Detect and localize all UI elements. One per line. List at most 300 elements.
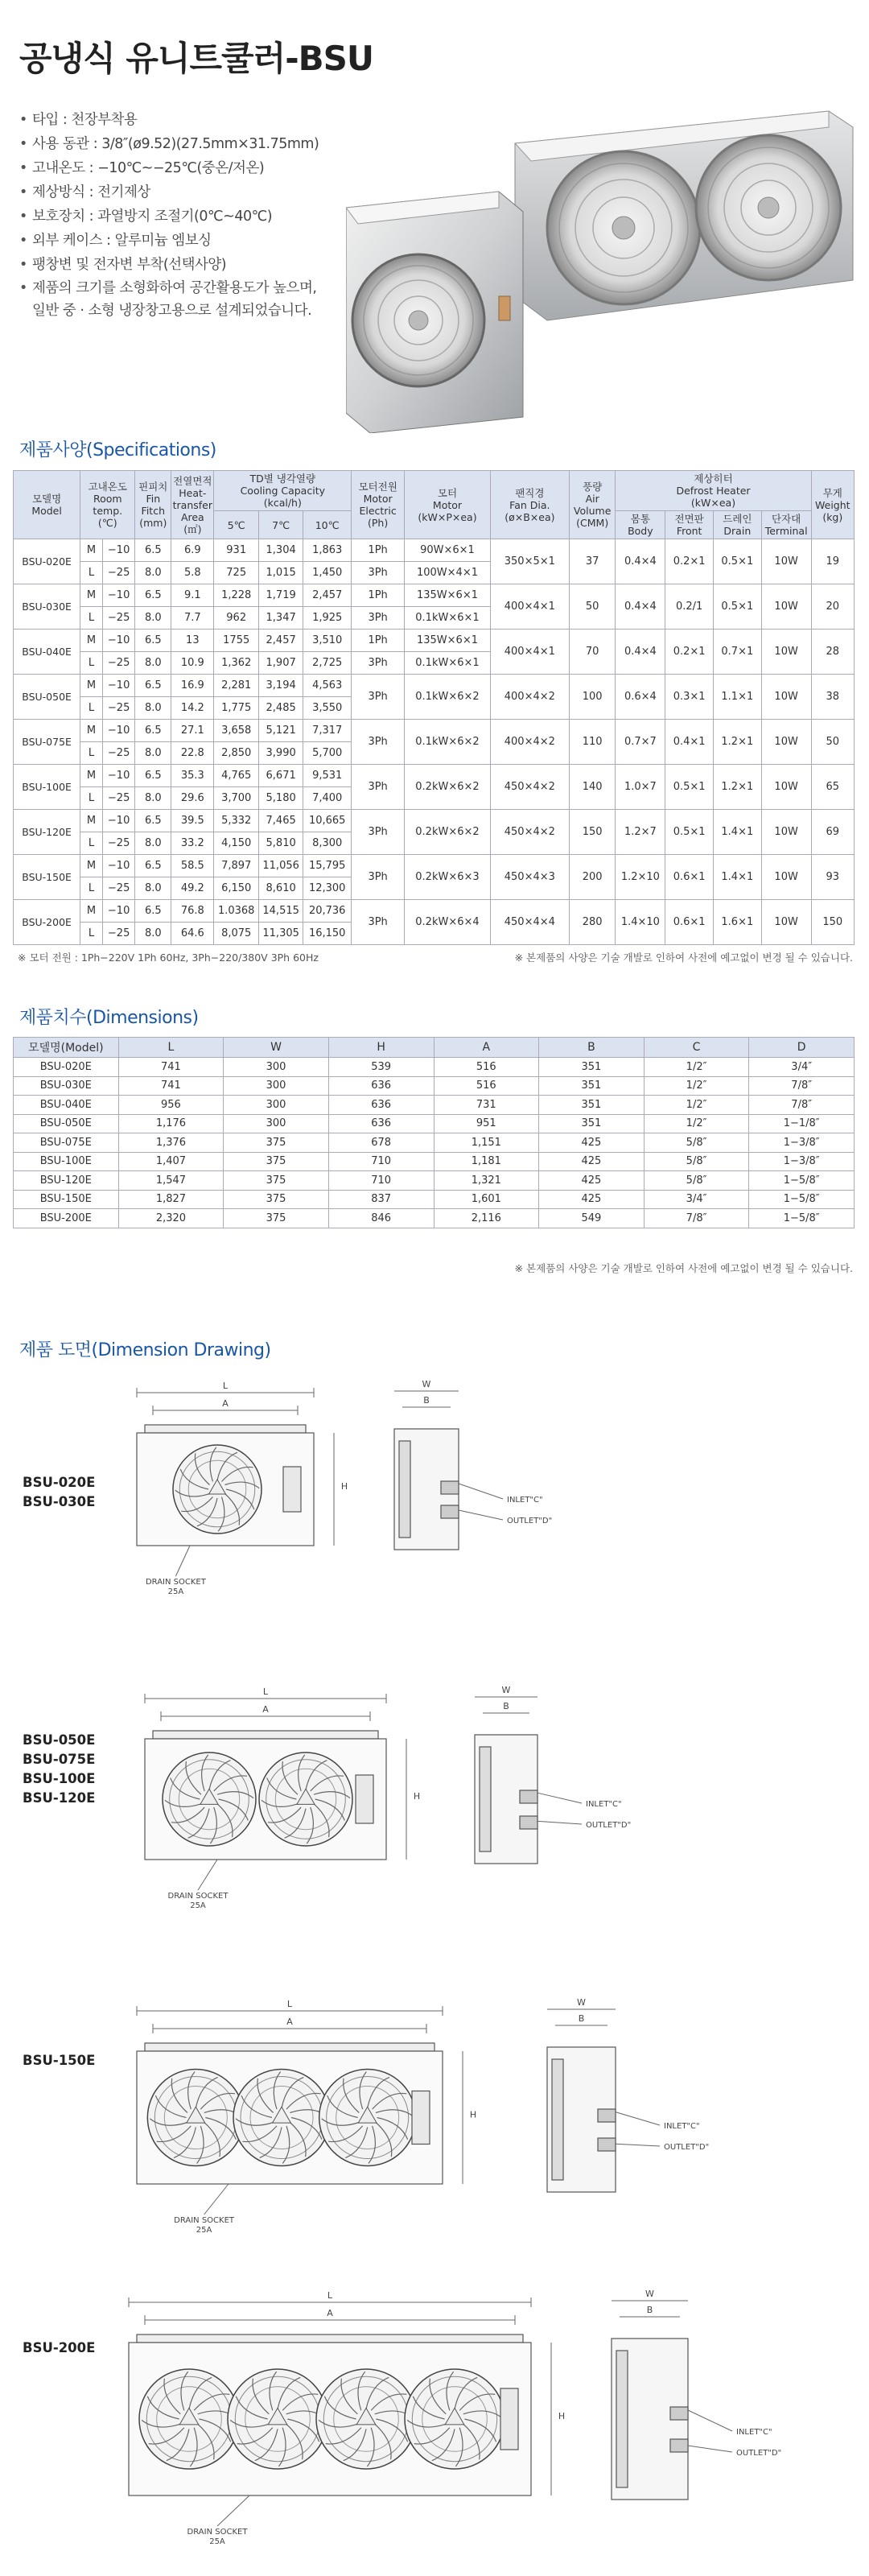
- dim-cell-model: BSU-200E: [14, 1209, 119, 1228]
- spec-cell-model: BSU-200E: [14, 900, 80, 945]
- fan-hub-icon: [179, 2408, 199, 2424]
- fan-hub-icon: [445, 2408, 464, 2424]
- spec-cell-model: BSU-075E: [14, 720, 80, 765]
- spec-cell-motor: 135W×6×1: [405, 584, 491, 607]
- dim-cell-model: BSU-030E: [14, 1076, 119, 1096]
- fan-blade: [344, 2079, 360, 2113]
- dim-header-model: 모델명(Model): [14, 1038, 119, 1058]
- fan-blade: [376, 2419, 407, 2442]
- spec-cell-area: 22.8: [171, 742, 214, 765]
- fan-ring: [245, 2387, 311, 2452]
- fan-blade: [376, 2123, 392, 2157]
- pipe-inlet: [598, 2109, 616, 2122]
- dim-cell-w: 375: [224, 1133, 329, 1153]
- feature-item: • 외부 케이스 : 알루미늄 엠보싱: [19, 229, 365, 253]
- spec-cell-fan: 450×4×4: [490, 900, 569, 945]
- spec-cell-weight: 150: [811, 900, 854, 945]
- dim-cell-a: 516: [434, 1076, 539, 1096]
- fan-blade: [268, 1807, 301, 1823]
- fan-blade: [326, 2428, 361, 2444]
- dim-cell-b: 351: [539, 1058, 645, 1077]
- spec-cell-terminal: 10W: [761, 584, 811, 630]
- fan-guard-icon: [319, 2070, 416, 2166]
- spec-cell-weight: 50: [811, 720, 854, 765]
- spec-cell-ph: 1Ph: [352, 584, 405, 607]
- spec-cell-area: 13: [171, 630, 214, 652]
- spec-cell-c5: 3,658: [214, 720, 258, 742]
- spec-cell-c7: 1,015: [258, 562, 303, 584]
- spec-cell-drain: 0.5×1: [713, 539, 761, 584]
- spec-cell-grade: M: [80, 630, 103, 652]
- spec-cell-temp: −10: [102, 675, 135, 697]
- spec-cell-c7: 14,515: [258, 900, 303, 923]
- fan-blade: [196, 2077, 217, 2107]
- dimension-label-b: B: [423, 1395, 430, 1406]
- spec-cell-ph: 3Ph: [352, 562, 405, 584]
- fan-blade: [344, 2429, 366, 2460]
- dim-cell-l: 1,547: [118, 1171, 224, 1191]
- dim-cell-l: 741: [118, 1076, 224, 1096]
- fan-blade: [327, 2095, 358, 2117]
- spec-cell-model: BSU-020E: [14, 539, 80, 584]
- spec-cell-air: 50: [569, 584, 616, 630]
- dim-cell-b: 351: [539, 1076, 645, 1096]
- fan-guard-icon: [163, 1752, 256, 1846]
- outlet-leader: [688, 2446, 732, 2452]
- fan-blade: [366, 2377, 389, 2409]
- spec-cell-motor: 100W×4×1: [405, 562, 491, 584]
- fan-blade: [286, 2093, 321, 2109]
- terminal-box: [500, 2388, 518, 2450]
- spec-cell-air: 100: [569, 675, 616, 720]
- side-coil: [552, 2059, 563, 2180]
- dim-row: [14, 1133, 855, 1153]
- dim-header-b: B: [539, 1038, 645, 1058]
- spec-cell-model: BSU-030E: [14, 584, 80, 630]
- dim-cell-h: 710: [328, 1152, 434, 1171]
- feature-list: [19, 108, 365, 322]
- fan-ring: [170, 1760, 249, 1839]
- spec-cell-terminal: 10W: [761, 765, 811, 810]
- header-td5: 5℃: [214, 511, 258, 539]
- drawing-1-models: [23, 1473, 95, 1512]
- spec-cell-motor: 0.1kW×6×1: [405, 652, 491, 675]
- drawing-model-label: BSU-120E: [23, 1790, 96, 1806]
- header-model: 모델명 Model: [14, 471, 80, 539]
- dim-row: [14, 1152, 855, 1171]
- drain-socket-label: DRAIN SOCKET: [167, 1892, 229, 1901]
- spec-cell-c10: 10,665: [303, 810, 352, 832]
- dim-cell-d: 7/8″: [749, 1096, 855, 1115]
- dim-cell-model: BSU-120E: [14, 1171, 119, 1191]
- spec-cell-temp: −25: [102, 607, 135, 630]
- spec-cell-ph: 3Ph: [352, 855, 405, 900]
- spec-cell-grade: M: [80, 675, 103, 697]
- spec-cell-weight: 38: [811, 675, 854, 720]
- spec-cell-area: 16.9: [171, 675, 214, 697]
- drawing-model-label: BSU-030E: [23, 1494, 96, 1509]
- spec-cell-fan: 400×4×2: [490, 675, 569, 720]
- dimension-label-l: L: [222, 1381, 229, 1391]
- spec-cell-body: 0.4×4: [616, 584, 665, 630]
- spec-cell-area: 9.1: [171, 584, 214, 607]
- spec-cell-grade: L: [80, 923, 103, 945]
- spec-cell-fan: 450×4×2: [490, 810, 569, 855]
- fan-blade: [447, 2372, 454, 2410]
- terminal-box: [356, 1775, 373, 1823]
- spec-cell-area: 35.3: [171, 765, 214, 787]
- fan-blade: [188, 2072, 195, 2110]
- drain-socket-label: DRAIN SOCKET: [145, 1578, 206, 1587]
- spec-cell-front: 0.4×1: [665, 720, 714, 765]
- spec-cell-c10: 12,300: [303, 877, 352, 900]
- fan-blade: [226, 1489, 254, 1509]
- fan-guard-icon: [233, 2070, 330, 2166]
- fan-hub-icon: [268, 2408, 287, 2424]
- spec-cell-fin: 6.5: [135, 855, 171, 877]
- inlet-label: INLET"C": [586, 1800, 622, 1809]
- dim-cell-d: 1−1/8″: [749, 1114, 855, 1133]
- fan-blade: [407, 2420, 446, 2427]
- dimension-label-w: W: [645, 2289, 654, 2299]
- header-front: 전면판 Front: [665, 511, 714, 539]
- dim-header-w: W: [224, 1038, 329, 1058]
- drawing-3-models: [23, 2051, 95, 2070]
- dim-header-a: A: [434, 1038, 539, 1058]
- spec-cell-grade: L: [80, 697, 103, 720]
- spec-cell-ph: 3Ph: [352, 900, 405, 945]
- dimension-label-a: A: [286, 2017, 293, 2027]
- fan-blade: [358, 2372, 365, 2410]
- fan-blade: [314, 1792, 350, 1798]
- spec-cell-c5: 1,362: [214, 652, 258, 675]
- spec-cell-c7: 1,304: [258, 539, 303, 562]
- header-body: 몸통 Body: [616, 511, 665, 539]
- dim-row: [14, 1058, 855, 1077]
- fan-blade: [287, 2419, 319, 2442]
- fan-blade: [218, 1497, 224, 1532]
- fan-blade: [188, 1809, 209, 1839]
- fan-blade: [171, 1778, 200, 1799]
- spec-cell-c5: 725: [214, 562, 258, 584]
- spec-cell-c10: 3,550: [303, 697, 352, 720]
- feature-item: • 팽창변 및 전자변 부착(선택사양): [19, 253, 365, 277]
- terminal-box: [412, 2091, 430, 2145]
- fan-ring: [179, 1451, 255, 1527]
- spec-cell-area: 49.2: [171, 877, 214, 900]
- spec-cell-body: 1.2×7: [616, 810, 665, 855]
- spec-cell-grade: L: [80, 652, 103, 675]
- fan-blade: [150, 2119, 187, 2125]
- fan-blade: [194, 2394, 229, 2410]
- dim-cell-l: 1,827: [118, 1190, 224, 1209]
- spec-cell-grade: M: [80, 810, 103, 832]
- spec-cell-c5: 931: [214, 539, 258, 562]
- side-coil: [399, 1441, 410, 1538]
- dim-cell-a: 2,116: [434, 1209, 539, 1228]
- fan-blade: [214, 1776, 247, 1791]
- header-td10: 10℃: [303, 511, 352, 539]
- fan-ring: [235, 2376, 319, 2461]
- spec-cell-model: BSU-050E: [14, 675, 80, 720]
- dim-cell-d: 7/8″: [749, 1076, 855, 1096]
- dim-cell-b: 425: [539, 1133, 645, 1153]
- spec-note-power: ※ 모터 전원 : 1Ph−220V 1Ph 60Hz, 3Ph−220/380V 3Ph 60Hz: [18, 952, 319, 964]
- spec-cell-fin: 6.5: [135, 584, 171, 607]
- feature-note-line-2: 일반 중 · 소형 냉장창고용으로 설계되었습니다.: [32, 303, 312, 319]
- dim-section-title: 제품치수(Dimensions): [19, 1008, 199, 1028]
- spec-cell-area: 14.2: [171, 697, 214, 720]
- header-motor: 모터 Motor (kW×P×ea): [405, 471, 491, 539]
- spec-cell-c7: 11,305: [258, 923, 303, 945]
- inlet-leader: [616, 2112, 660, 2125]
- fan-blade: [463, 2411, 502, 2418]
- fan-blade: [274, 2072, 280, 2110]
- rear-unit: [515, 111, 853, 320]
- spec-cell-motor: 0.2kW×6×4: [405, 900, 491, 945]
- fan-blade: [463, 2424, 480, 2459]
- drawing-model-label: BSU-200E: [23, 2340, 96, 2355]
- dim-cell-c: 5/8″: [644, 1171, 749, 1191]
- fan-ring: [323, 2376, 408, 2461]
- feature-item: • 타입 : 천장부착용: [19, 108, 365, 132]
- drain-socket-size: 25A: [209, 2537, 225, 2546]
- fan-hub-icon: [297, 1789, 315, 1804]
- fan-ring: [241, 2077, 323, 2159]
- fan-ring: [422, 2387, 488, 2452]
- spec-cell-c10: 1,863: [303, 539, 352, 562]
- spec-cell-c7: 7,465: [258, 810, 303, 832]
- dimension-label-h: H: [340, 1481, 348, 1492]
- spec-row: [14, 900, 855, 923]
- dim-header-c: C: [644, 1038, 749, 1058]
- fan-guard-icon: [173, 1445, 262, 1534]
- fan-blade: [253, 2379, 269, 2414]
- outlet-leader: [459, 1510, 503, 1520]
- unit-side-view: [475, 1735, 537, 1864]
- spec-cell-ph: 3Ph: [352, 810, 405, 855]
- drain-socket-label: DRAIN SOCKET: [187, 2528, 248, 2537]
- spec-cell-grade: L: [80, 832, 103, 855]
- fan-hub-icon: [356, 2408, 376, 2424]
- spec-cell-fin: 8.0: [135, 562, 171, 584]
- fan-blade: [230, 2420, 269, 2427]
- spec-cell-body: 0.4×4: [616, 630, 665, 675]
- fan-blade: [376, 2110, 414, 2116]
- dim-cell-c: 7/8″: [644, 1209, 749, 1228]
- spec-cell-drain: 0.7×1: [713, 630, 761, 675]
- fan-blade: [198, 2411, 237, 2418]
- spec-cell-motor: 0.2kW×6×3: [405, 855, 491, 900]
- fan-blade: [242, 2126, 277, 2142]
- spec-cell-area: 27.1: [171, 720, 214, 742]
- product-photo: [346, 95, 861, 433]
- spec-cell-grade: L: [80, 607, 103, 630]
- fan-blade: [142, 2420, 180, 2427]
- header-fin-pitch: 핀피치 Fin Fitch (mm): [135, 471, 171, 539]
- dim-cell-a: 516: [434, 1058, 539, 1077]
- dim-cell-w: 375: [224, 1152, 329, 1171]
- spec-cell-weight: 69: [811, 810, 854, 855]
- fan-blade: [367, 2428, 374, 2467]
- fan-hub-icon: [209, 1480, 226, 1494]
- dim-cell-model: BSU-150E: [14, 1190, 119, 1209]
- dim-cell-d: 1−5/8″: [749, 1190, 855, 1209]
- spec-cell-fin: 6.5: [135, 765, 171, 787]
- dim-cell-b: 351: [539, 1096, 645, 1115]
- spec-cell-fan: 400×4×1: [490, 584, 569, 630]
- fan-blade: [210, 1807, 216, 1843]
- spec-cell-area: 64.6: [171, 923, 214, 945]
- spec-row: [14, 810, 855, 832]
- spec-cell-temp: −10: [102, 630, 135, 652]
- dim-cell-b: 351: [539, 1114, 645, 1133]
- spec-cell-fin: 8.0: [135, 742, 171, 765]
- spec-cell-c5: 5,332: [214, 810, 258, 832]
- spec-row: [14, 539, 855, 562]
- outlet-label: OUTLET"D": [664, 2143, 710, 2152]
- drain-socket-size: 25A: [190, 1901, 206, 1910]
- fan-blade: [204, 2123, 220, 2157]
- dim-cell-a: 1,151: [434, 1133, 539, 1153]
- drawing-model-label: BSU-100E: [23, 1771, 96, 1786]
- drain-socket-size: 25A: [196, 2226, 212, 2235]
- fan-blade: [190, 2428, 197, 2467]
- fan-blade: [195, 1453, 209, 1484]
- fan-blade: [175, 1490, 210, 1496]
- spec-cell-front: 0.6×1: [665, 855, 714, 900]
- spec-cell-front: 0.2×1: [665, 539, 714, 584]
- fan-blade: [255, 2429, 278, 2460]
- spec-cell-temp: −25: [102, 877, 135, 900]
- spec-cell-ph: 3Ph: [352, 607, 405, 630]
- dim-cell-d: 3/4″: [749, 1058, 855, 1077]
- spec-cell-fin: 8.0: [135, 832, 171, 855]
- fan-blade: [236, 2396, 267, 2419]
- drain-leader: [217, 2496, 249, 2526]
- dim-row: [14, 1076, 855, 1096]
- pipe-outlet: [598, 2138, 616, 2151]
- spec-cell-air: 150: [569, 810, 616, 855]
- dim-cell-h: 636: [328, 1096, 434, 1115]
- mounting-rail: [145, 1425, 306, 1433]
- fan-blade: [286, 2424, 303, 2459]
- fan-blade: [171, 2079, 187, 2113]
- fan-ring: [164, 2087, 227, 2149]
- drawing-4-models: [23, 2339, 95, 2358]
- spec-cell-c10: 1,450: [303, 562, 352, 584]
- spec-cell-drain: 1.1×1: [713, 675, 761, 720]
- spec-cell-c10: 5,700: [303, 742, 352, 765]
- spec-cell-weight: 20: [811, 584, 854, 630]
- dim-header-row: [14, 1038, 855, 1058]
- fan-blade: [225, 1482, 260, 1488]
- spec-table: [13, 470, 855, 945]
- dim-cell-model: BSU-075E: [14, 1133, 119, 1153]
- dim-header-h: H: [328, 1038, 434, 1058]
- fan-blade: [360, 2072, 366, 2110]
- fan-blade: [181, 1497, 212, 1512]
- fan-guard-icon: [405, 2369, 505, 2469]
- dim-cell-w: 300: [224, 1076, 329, 1096]
- fan-blade: [186, 1761, 201, 1794]
- dimension-label-w: W: [577, 1997, 586, 2008]
- mounting-rail: [153, 1731, 378, 1739]
- spec-cell-fin: 6.5: [135, 675, 171, 697]
- dim-header-l: L: [118, 1038, 224, 1058]
- header-capacity: TD별 냉각열량 Cooling Capacity (kcal/h): [214, 471, 352, 511]
- spec-cell-drain: 1.4×1: [713, 810, 761, 855]
- dim-cell-l: 1,176: [118, 1114, 224, 1133]
- dimension-label-l: L: [262, 1686, 269, 1697]
- drawing-model-label: BSU-020E: [23, 1475, 96, 1490]
- fan-blade: [222, 1467, 253, 1481]
- spec-cell-fin: 8.0: [135, 923, 171, 945]
- fan-blade: [373, 2093, 407, 2109]
- spec-cell-c5: 4,150: [214, 832, 258, 855]
- dim-cell-b: 425: [539, 1152, 645, 1171]
- fan-blade: [328, 2126, 363, 2142]
- fan-blade: [455, 2428, 463, 2467]
- fan-blade: [180, 1469, 208, 1489]
- dim-cell-d: 1−5/8″: [749, 1171, 855, 1191]
- dimension-label-h: H: [469, 2109, 477, 2120]
- fan-ring: [188, 1460, 246, 1518]
- spec-cell-front: 0.2/1: [665, 584, 714, 630]
- spec-cell-front: 0.6×1: [665, 900, 714, 945]
- header-td7: 7℃: [258, 511, 303, 539]
- feature-note: [19, 277, 365, 322]
- spec-cell-c7: 2,457: [258, 630, 303, 652]
- spec-cell-drain: 0.5×1: [713, 584, 761, 630]
- fan-blade: [202, 1755, 208, 1791]
- spec-cell-fin: 8.0: [135, 877, 171, 900]
- spec-header-row: [14, 471, 855, 511]
- drawing-model-label: BSU-150E: [23, 2053, 96, 2068]
- spec-cell-body: 0.7×7: [616, 720, 665, 765]
- spec-cell-grade: M: [80, 720, 103, 742]
- spec-cell-fin: 8.0: [135, 652, 171, 675]
- dim-cell-model: BSU-020E: [14, 1058, 119, 1077]
- dimension-label-l: L: [286, 1999, 293, 2009]
- dim-cell-h: 837: [328, 1190, 434, 1209]
- drain-leader: [198, 1860, 217, 1890]
- dim-note-disclaimer: ※ 본제품의 사양은 기술 개발로 인하여 사전에 예고없이 변경 될 수 있습니다.: [514, 1262, 853, 1274]
- fan-blade: [181, 2372, 188, 2410]
- spec-cell-c7: 6,671: [258, 765, 303, 787]
- spec-cell-ph: 3Ph: [352, 675, 405, 720]
- spec-cell-ph: 3Ph: [352, 652, 405, 675]
- fan-hub-icon: [187, 2107, 205, 2123]
- spec-cell-body: 0.4×4: [616, 539, 665, 584]
- dim-cell-b: 425: [539, 1171, 645, 1191]
- fan-blade: [157, 2126, 192, 2142]
- feature-item: • 사용 동관 : 3/8″(ø9.52)(27.5mm×31.75mm): [19, 132, 365, 156]
- mounting-rail: [145, 2043, 434, 2051]
- spec-cell-grade: L: [80, 562, 103, 584]
- dimension-label-a: A: [222, 1398, 229, 1409]
- spec-cell-grade: M: [80, 855, 103, 877]
- fan-guard-icon: [147, 2070, 244, 2166]
- spec-row: [14, 675, 855, 697]
- spec-cell-c5: 6,150: [214, 877, 258, 900]
- spec-note-disclaimer: ※ 본제품의 사양은 기술 개발로 인하여 사전에 예고없이 변경 될 수 있습니다.: [514, 952, 853, 964]
- dim-cell-h: 636: [328, 1076, 434, 1096]
- fan-blade: [282, 1761, 298, 1794]
- unit-front-view: [129, 2343, 531, 2496]
- spec-cell-terminal: 10W: [761, 855, 811, 900]
- fan-blade: [464, 2419, 496, 2442]
